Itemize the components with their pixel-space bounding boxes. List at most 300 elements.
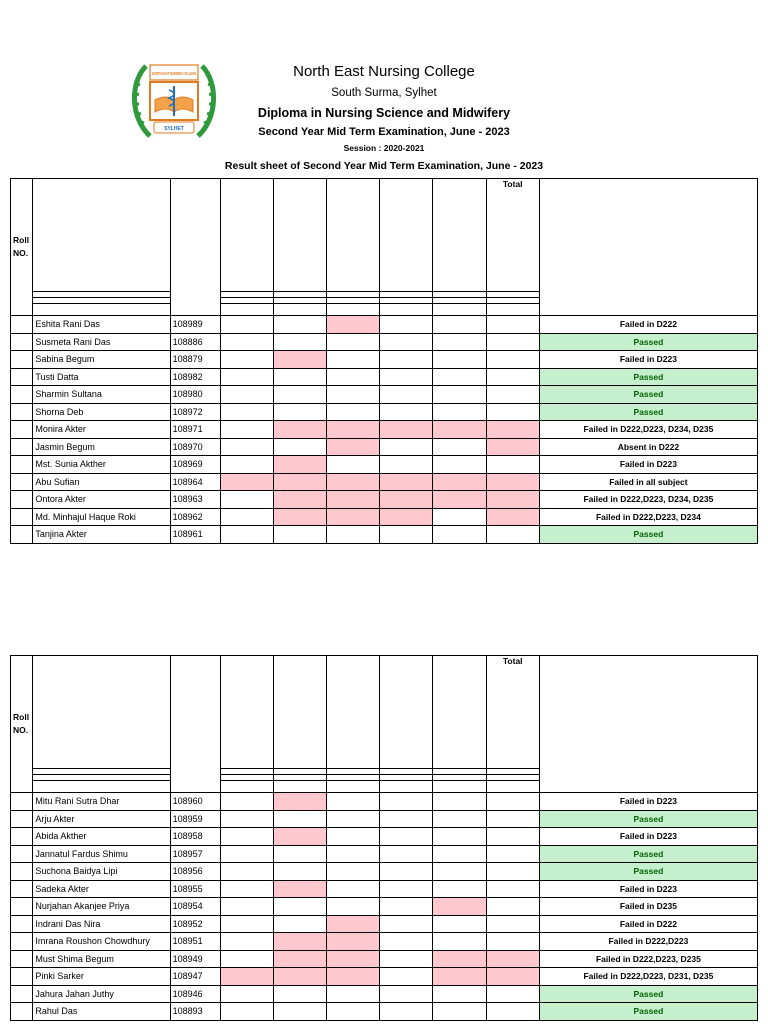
mark-cell (380, 933, 433, 951)
document-header (0, 0, 768, 178)
passed-remark: Passed (539, 403, 757, 421)
failed-mark-cell (380, 473, 433, 491)
table-row (11, 828, 758, 846)
mark-cell (486, 880, 539, 898)
failed-mark-cell (273, 933, 326, 951)
passed-remark: Passed (539, 1003, 757, 1021)
session-label: Session : 2020-2021 (343, 143, 425, 153)
table-row (11, 333, 758, 351)
mark-cell (433, 386, 486, 404)
student-id: 108959 (170, 810, 220, 828)
passed-remark: Passed (539, 985, 757, 1003)
mark-cell (327, 1003, 380, 1021)
roll-cell (11, 473, 33, 491)
mark-cell (220, 351, 273, 369)
roll-cell (11, 845, 33, 863)
header-cell (273, 179, 326, 292)
mark-cell (433, 933, 486, 951)
roll-cell (11, 793, 33, 811)
mark-cell (273, 915, 326, 933)
student-name: Mst. Sunia Akther (33, 456, 170, 474)
table-row (11, 421, 758, 439)
mark-cell (327, 333, 380, 351)
logo-top-text: NORTH EAST NURSING COLLEGE (152, 71, 197, 76)
header-cell (433, 179, 486, 292)
passed-remark: Passed (539, 845, 757, 863)
roll-cell (11, 526, 33, 544)
college-address: South Surma, Sylhet (331, 87, 437, 99)
mark-cell (327, 828, 380, 846)
failed-mark-cell (273, 473, 326, 491)
mark-cell (327, 810, 380, 828)
mark-cell (380, 915, 433, 933)
failed-mark-cell (273, 456, 326, 474)
student-name: Shorna Deb (33, 403, 170, 421)
mark-cell (380, 438, 433, 456)
mark-cell (486, 845, 539, 863)
student-name: Eshita Rani Das (33, 316, 170, 334)
roll-cell (11, 403, 33, 421)
roll-cell (11, 456, 33, 474)
mark-cell (220, 438, 273, 456)
mark-cell (380, 386, 433, 404)
student-name: Nurjahan Akanjee Priya (33, 898, 170, 916)
mark-cell (220, 333, 273, 351)
roll-cell (11, 933, 33, 951)
failed-mark-cell (433, 898, 486, 916)
roll-cell (11, 1003, 33, 1021)
mark-cell (433, 863, 486, 881)
roll-cell (11, 508, 33, 526)
header-cell (327, 656, 380, 769)
failed-mark-cell (327, 950, 380, 968)
mark-cell (220, 915, 273, 933)
table-row (11, 438, 758, 456)
mark-cell (220, 368, 273, 386)
mark-cell (433, 403, 486, 421)
mark-cell (380, 968, 433, 986)
failed-mark-cell (273, 351, 326, 369)
failed-mark-cell (273, 828, 326, 846)
mark-cell (486, 456, 539, 474)
mark-cell (327, 368, 380, 386)
roll-cell (11, 863, 33, 881)
roll-no-header: Roll NO. (11, 179, 33, 316)
student-id: 108962 (170, 508, 220, 526)
program-title: Diploma in Nursing Science and Midwifery (257, 106, 511, 120)
student-name: Suchona Baidya Lipi (33, 863, 170, 881)
failed-mark-cell (433, 421, 486, 439)
header-cell (33, 179, 170, 292)
student-name: Arju Akter (33, 810, 170, 828)
failed-remark: Failed in D222,D223, D234 (539, 508, 757, 526)
header-cell (327, 179, 380, 292)
roll-cell (11, 351, 33, 369)
student-id: 108879 (170, 351, 220, 369)
mark-cell (486, 863, 539, 881)
roll-cell (11, 421, 33, 439)
student-name: Abida Akther (33, 828, 170, 846)
mark-cell (220, 933, 273, 951)
mark-cell (486, 526, 539, 544)
student-id: 108886 (170, 333, 220, 351)
failed-mark-cell (327, 508, 380, 526)
student-name: Tanjina Akter (33, 526, 170, 544)
student-id: 108972 (170, 403, 220, 421)
table-row (11, 351, 758, 369)
mark-cell (380, 793, 433, 811)
roll-cell (11, 968, 33, 986)
student-name: Pinki Sarker (33, 968, 170, 986)
mark-cell (380, 368, 433, 386)
mark-cell (220, 810, 273, 828)
mark-cell (273, 316, 326, 334)
college-name: North East Nursing College (293, 63, 475, 80)
failed-remark: Failed in all subject (539, 473, 757, 491)
mark-cell (486, 933, 539, 951)
failed-mark-cell (327, 473, 380, 491)
header-cell (380, 656, 433, 769)
student-name: Susmeta Rani Das (33, 333, 170, 351)
mark-cell (380, 950, 433, 968)
failed-mark-cell (433, 473, 486, 491)
student-name: Rahul Das (33, 1003, 170, 1021)
failed-mark-cell (486, 950, 539, 968)
failed-mark-cell (486, 438, 539, 456)
mark-cell (433, 508, 486, 526)
failed-remark: Failed in D235 (539, 898, 757, 916)
mark-cell (380, 898, 433, 916)
failed-remark: Failed in D223 (539, 351, 757, 369)
mark-cell (220, 880, 273, 898)
mark-cell (327, 793, 380, 811)
student-name: Sharmin Sultana (33, 386, 170, 404)
mark-cell (220, 950, 273, 968)
passed-remark: Passed (539, 386, 757, 404)
passed-remark: Passed (539, 333, 757, 351)
student-id: 108958 (170, 828, 220, 846)
mark-cell (380, 456, 433, 474)
student-id: 108957 (170, 845, 220, 863)
failed-remark: Failed in D222,D223, D231, D235 (539, 968, 757, 986)
student-id: 108982 (170, 368, 220, 386)
mark-cell (220, 793, 273, 811)
mark-cell (273, 985, 326, 1003)
roll-cell (11, 368, 33, 386)
mark-cell (327, 845, 380, 863)
mark-cell (273, 333, 326, 351)
failed-remark: Failed in D223 (539, 828, 757, 846)
student-id: 108951 (170, 933, 220, 951)
mark-cell (327, 456, 380, 474)
mark-cell (327, 898, 380, 916)
mark-cell (220, 316, 273, 334)
result-table (10, 178, 758, 544)
mark-cell (380, 863, 433, 881)
mark-cell (433, 845, 486, 863)
mark-cell (433, 316, 486, 334)
mark-cell (380, 985, 433, 1003)
student-name: Must Shima Begum (33, 950, 170, 968)
roll-cell (11, 810, 33, 828)
failed-mark-cell (486, 473, 539, 491)
college-logo (128, 60, 220, 144)
passed-remark: Passed (539, 863, 757, 881)
header-cell (220, 179, 273, 292)
failed-remark: Failed in D222 (539, 915, 757, 933)
mark-cell (220, 863, 273, 881)
student-id: 108963 (170, 491, 220, 509)
failed-remark: Failed in D222,D223 (539, 933, 757, 951)
student-id: 108956 (170, 863, 220, 881)
student-id: 108989 (170, 316, 220, 334)
student-id: 108893 (170, 1003, 220, 1021)
mark-cell (433, 828, 486, 846)
student-id: 108960 (170, 793, 220, 811)
mark-cell (486, 828, 539, 846)
mark-cell (220, 456, 273, 474)
mark-cell (486, 386, 539, 404)
total-header: Total (486, 656, 539, 769)
student-id: 108952 (170, 915, 220, 933)
failed-mark-cell (273, 508, 326, 526)
table-row (11, 508, 758, 526)
student-id: 108964 (170, 473, 220, 491)
mark-cell (220, 898, 273, 916)
table-row (11, 880, 758, 898)
roll-cell (11, 915, 33, 933)
table-row (11, 526, 758, 544)
mark-cell (327, 403, 380, 421)
table-row (11, 810, 758, 828)
table-row (11, 491, 758, 509)
roll-cell (11, 386, 33, 404)
student-id: 108946 (170, 985, 220, 1003)
student-id: 108947 (170, 968, 220, 986)
mark-cell (327, 351, 380, 369)
student-name: Sadeka Akter (33, 880, 170, 898)
table-row (11, 473, 758, 491)
roll-cell (11, 985, 33, 1003)
mark-cell (273, 526, 326, 544)
mark-cell (327, 526, 380, 544)
failed-mark-cell (273, 421, 326, 439)
mark-cell (327, 863, 380, 881)
mark-cell (433, 438, 486, 456)
mark-cell (433, 333, 486, 351)
roll-cell (11, 438, 33, 456)
remarks-header (539, 179, 757, 316)
roll-cell (11, 316, 33, 334)
mark-cell (380, 526, 433, 544)
result-sheet-title: Result sheet of Second Year Mid Term Examination, June - 2023 (224, 160, 544, 172)
failed-mark-cell (273, 491, 326, 509)
student-id: 108971 (170, 421, 220, 439)
student-id: 108980 (170, 386, 220, 404)
mark-cell (433, 526, 486, 544)
mark-cell (220, 508, 273, 526)
mark-cell (273, 403, 326, 421)
roll-cell (11, 333, 33, 351)
mark-cell (220, 985, 273, 1003)
roll-cell (11, 828, 33, 846)
header-cell (33, 656, 170, 769)
mark-cell (433, 985, 486, 1003)
roll-cell (11, 880, 33, 898)
header-cell (170, 179, 220, 316)
roll-cell (11, 898, 33, 916)
mark-cell (380, 880, 433, 898)
header-cell (170, 656, 220, 793)
mark-cell (486, 333, 539, 351)
table-row (11, 933, 758, 951)
student-name: Tusti Datta (33, 368, 170, 386)
mark-cell (220, 1003, 273, 1021)
passed-remark: Passed (539, 810, 757, 828)
mark-cell (327, 985, 380, 1003)
mark-cell (486, 810, 539, 828)
mark-cell (486, 351, 539, 369)
mark-cell (433, 1003, 486, 1021)
failed-remark: Failed in D222,D223, D234, D235 (539, 421, 757, 439)
table-row (11, 968, 758, 986)
mark-cell (220, 421, 273, 439)
header-cell (220, 656, 273, 769)
mark-cell (273, 1003, 326, 1021)
table-row (11, 845, 758, 863)
failed-mark-cell (273, 793, 326, 811)
student-id: 108969 (170, 456, 220, 474)
mark-cell (433, 351, 486, 369)
mark-cell (273, 898, 326, 916)
mark-cell (273, 845, 326, 863)
failed-mark-cell (327, 438, 380, 456)
passed-remark: Passed (539, 526, 757, 544)
roll-cell (11, 491, 33, 509)
table-row (11, 898, 758, 916)
mark-cell (486, 915, 539, 933)
mark-cell (220, 403, 273, 421)
mark-cell (433, 880, 486, 898)
failed-mark-cell (486, 491, 539, 509)
table-row (11, 456, 758, 474)
exam-title: Second Year Mid Term Examination, June - 2023 (258, 126, 510, 138)
table-row (11, 950, 758, 968)
failed-mark-cell (486, 508, 539, 526)
student-id: 108954 (170, 898, 220, 916)
roll-cell (11, 950, 33, 968)
failed-mark-cell (327, 915, 380, 933)
student-name: Mitu Rani Sutra Dhar (33, 793, 170, 811)
failed-mark-cell (327, 933, 380, 951)
mark-cell (486, 403, 539, 421)
student-name: Indrani Das Nira (33, 915, 170, 933)
mark-cell (433, 456, 486, 474)
student-name: Ontora Akter (33, 491, 170, 509)
failed-mark-cell (486, 968, 539, 986)
table-row (11, 985, 758, 1003)
mark-cell (220, 526, 273, 544)
failed-remark: Failed in D222,D223, D235 (539, 950, 757, 968)
mark-cell (486, 898, 539, 916)
failed-remark: Failed in D223 (539, 880, 757, 898)
failed-mark-cell (220, 968, 273, 986)
mark-cell (433, 368, 486, 386)
failed-remark: Failed in D223 (539, 793, 757, 811)
mark-cell (433, 793, 486, 811)
mark-cell (273, 438, 326, 456)
mark-cell (380, 351, 433, 369)
mark-cell (220, 828, 273, 846)
table-row (11, 368, 758, 386)
failed-mark-cell (433, 491, 486, 509)
header-cell (273, 656, 326, 769)
header-cell (380, 179, 433, 292)
mark-cell (273, 386, 326, 404)
failed-mark-cell (327, 421, 380, 439)
student-name: Monira Akter (33, 421, 170, 439)
student-id: 108955 (170, 880, 220, 898)
result-rows (11, 793, 758, 1021)
student-name: Jannatul Fardus Shimu (33, 845, 170, 863)
failed-mark-cell (273, 968, 326, 986)
table-row (11, 403, 758, 421)
failed-mark-cell (327, 968, 380, 986)
mark-cell (380, 403, 433, 421)
failed-mark-cell (327, 491, 380, 509)
mark-cell (220, 845, 273, 863)
mark-cell (380, 333, 433, 351)
mark-cell (380, 316, 433, 334)
mark-cell (433, 810, 486, 828)
mark-cell (486, 316, 539, 334)
header-cell (433, 656, 486, 769)
failed-remark: Failed in D222,D223, D234, D235 (539, 491, 757, 509)
mark-cell (273, 368, 326, 386)
mark-cell (486, 1003, 539, 1021)
failed-remark: Failed in D222 (539, 316, 757, 334)
failed-mark-cell (273, 880, 326, 898)
mark-cell (327, 386, 380, 404)
failed-mark-cell (380, 508, 433, 526)
student-name: Md. Minhajul Haque Roki (33, 508, 170, 526)
student-id: 108970 (170, 438, 220, 456)
table-row (11, 386, 758, 404)
mark-cell (486, 985, 539, 1003)
failed-mark-cell (273, 950, 326, 968)
mark-cell (273, 863, 326, 881)
mark-cell (220, 386, 273, 404)
student-id: 108949 (170, 950, 220, 968)
student-name: Jahura Jahan Juthy (33, 985, 170, 1003)
mark-cell (380, 828, 433, 846)
failed-mark-cell (433, 968, 486, 986)
failed-mark-cell (220, 473, 273, 491)
failed-mark-cell (433, 950, 486, 968)
student-name: Imrana Roushon Chowdhury (33, 933, 170, 951)
mark-cell (380, 1003, 433, 1021)
mark-cell (327, 880, 380, 898)
roll-no-header: Roll NO. (11, 656, 33, 793)
total-header: Total (486, 179, 539, 292)
failed-mark-cell (380, 421, 433, 439)
student-name: Sabina Begum (33, 351, 170, 369)
result-table (10, 655, 758, 1021)
failed-remark: Failed in D223 (539, 456, 757, 474)
failed-mark-cell (380, 491, 433, 509)
student-name: Abu Sufian (33, 473, 170, 491)
mark-cell (380, 845, 433, 863)
